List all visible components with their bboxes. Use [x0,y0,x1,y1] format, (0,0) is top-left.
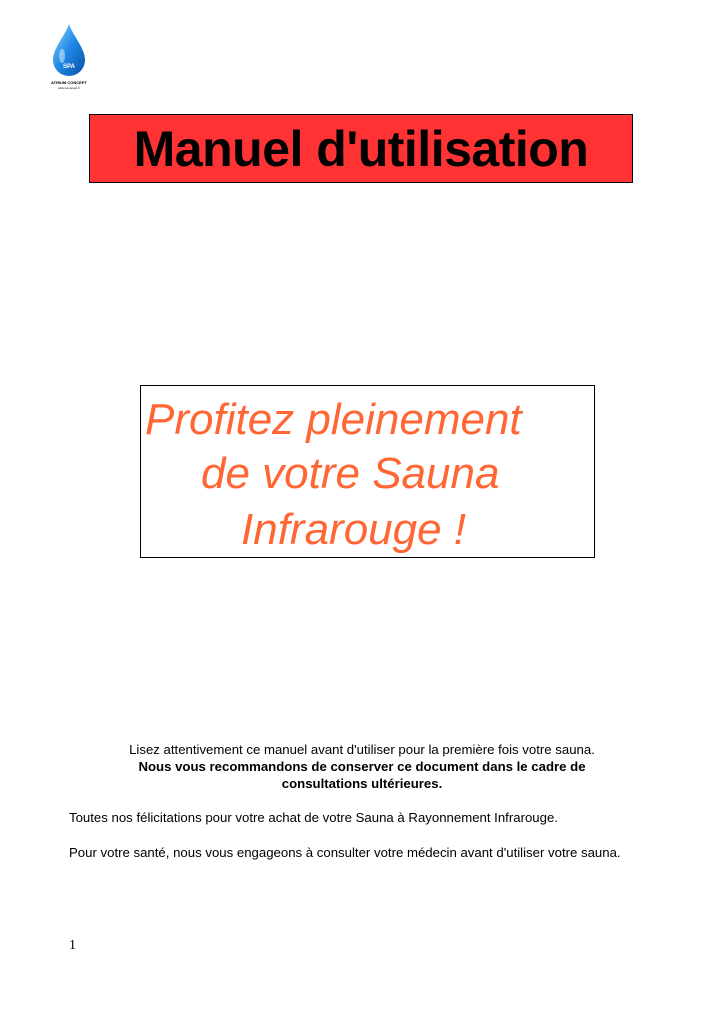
intro-recommendation: Nous vous recommandons de conserver ce document dans le cadre de [138,759,586,774]
water-drop-icon [48,22,90,80]
slogan-line: Profitez pleinement [145,395,522,444]
intro-text: Lisez attentivement ce manuel avant d'utiliser pour la première fois votre sauna. [129,742,595,757]
logo-company-name: ATRIUM CONCEPT [51,80,87,85]
intro-recommendation: consultations ultérieures. [281,776,443,791]
slogan-line: Infrarouge ! [241,505,467,554]
health-advice-paragraph: Pour votre santé, nous vous engageons à consulter votre médecin avant d'utiliser votre sauna. [69,845,621,860]
title-banner [89,114,633,183]
congratulations-paragraph: Toutes nos félicitations pour votre achat de votre Sauna à Rayonnement Infrarouge. [69,810,558,825]
logo-drop-text: SPA [63,64,75,70]
page-title: Manuel d'utilisation [133,120,589,177]
page-number: 1 [69,938,76,953]
intro-notice [69,741,655,792]
logo-website: atriumconcept.fr [58,86,80,90]
slogan-box [140,385,595,558]
company-logo [48,22,90,94]
slogan-line: de votre Sauna [201,449,500,498]
